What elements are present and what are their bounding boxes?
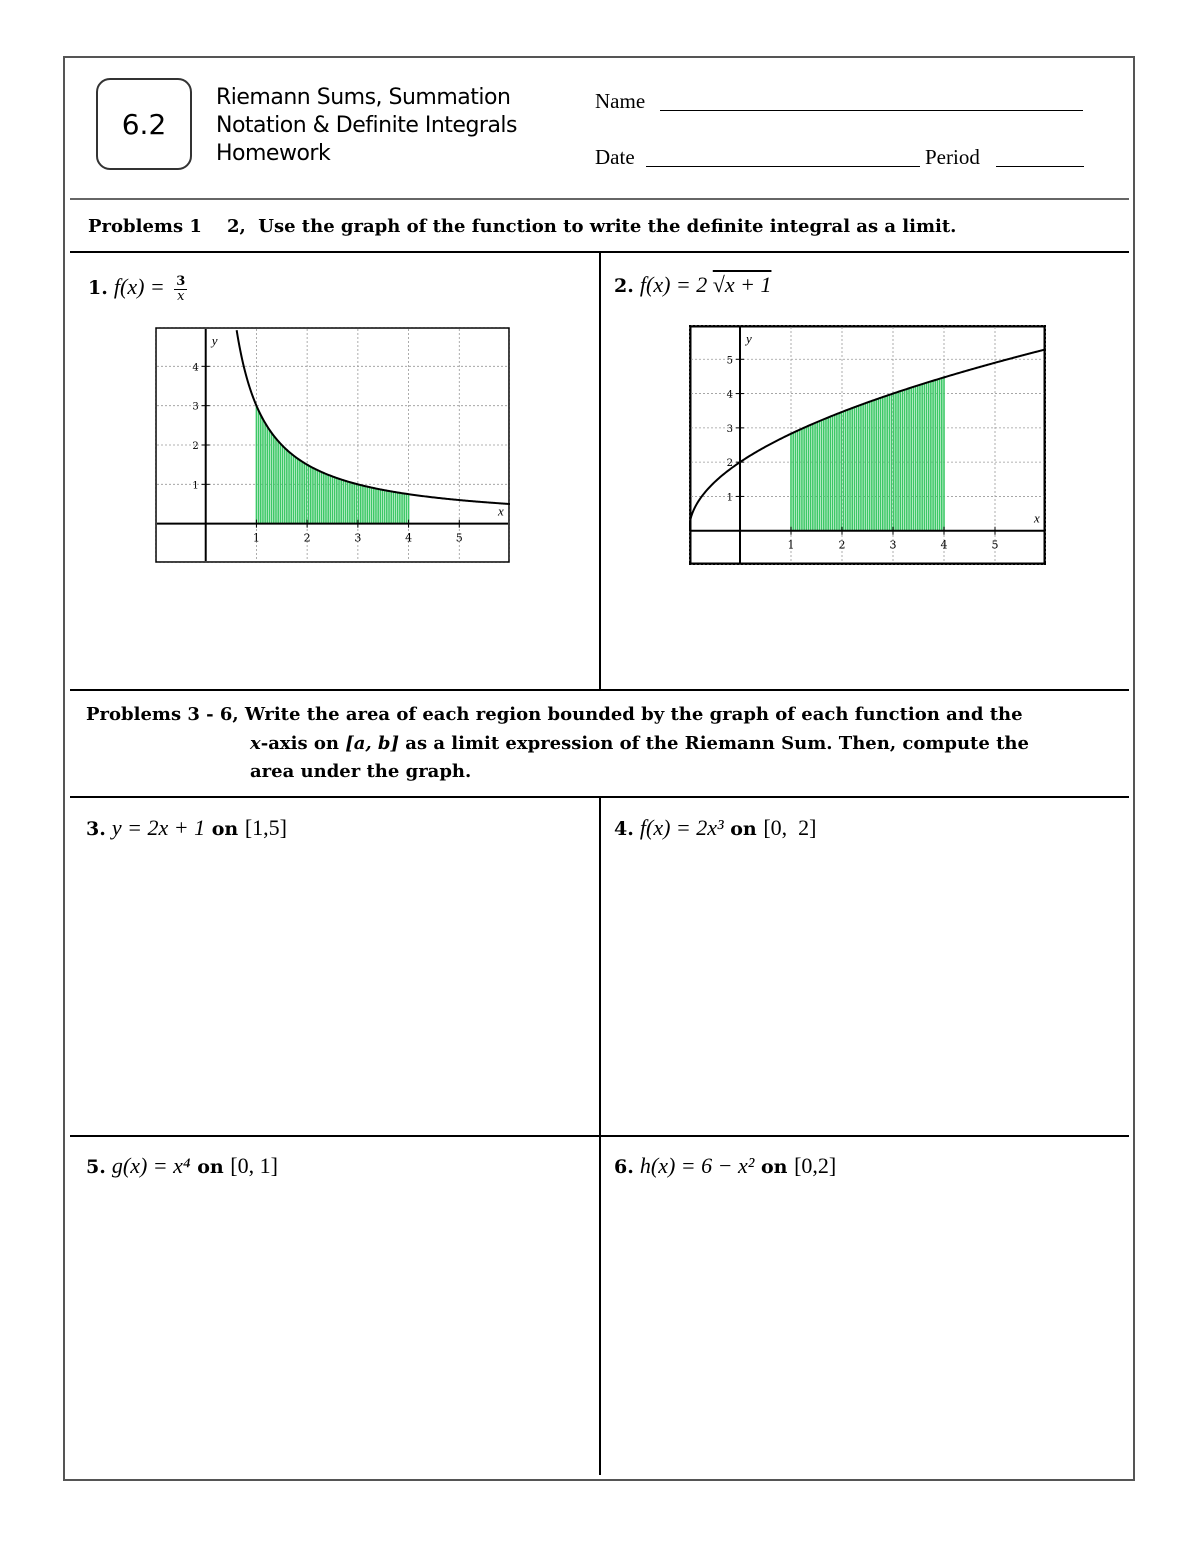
problem-5 <box>86 1153 278 1179</box>
radical-expression: √x + 1 <box>712 272 772 297</box>
x-variable: x <box>250 733 261 754</box>
fraction-denominator: x <box>177 288 185 304</box>
y-tick-label: 1 <box>192 480 199 492</box>
y-tick-label: 4 <box>192 362 199 374</box>
column-divider-1 <box>599 252 601 690</box>
x-tick-label: 2 <box>838 538 846 552</box>
date-label: Date <box>595 145 635 169</box>
on-word: on <box>205 818 245 840</box>
title-line-1: Riemann Sums, Summation <box>216 85 511 110</box>
instructions-problems-1-2: Problems 1 2, Use the graph of the function to write the definite integral as a limit. <box>88 216 957 237</box>
y-tick-label: 2 <box>726 458 733 470</box>
name-field[interactable] <box>660 110 1083 111</box>
on-word: on <box>723 818 764 840</box>
y-tick-label: 3 <box>726 423 733 435</box>
problem-number: 5. <box>86 1156 106 1178</box>
x-tick-label: 3 <box>354 531 362 545</box>
problem-2 <box>614 272 771 298</box>
x-tick-label: 5 <box>455 531 463 545</box>
problem-number: 2. <box>614 275 634 297</box>
period-field[interactable] <box>996 166 1084 167</box>
x-tick-label: 4 <box>405 531 413 545</box>
instructions-problems-3-6-line-3: area under the graph. <box>250 761 472 782</box>
title-line-2: Notation & Definite Integrals <box>216 113 518 138</box>
problem-3 <box>86 815 287 841</box>
problem-interval: [0,2] <box>794 1153 837 1178</box>
problem-6 <box>614 1153 836 1179</box>
x-tick-label: 3 <box>889 538 897 552</box>
problem-number: 4. <box>614 818 634 840</box>
limit-text: as a limit expression of the Riemann Sum. Then, compute the <box>399 733 1029 754</box>
y-tick-label: 3 <box>192 401 199 413</box>
axis-text: -axis on <box>260 733 346 754</box>
problem-1 <box>88 274 187 304</box>
problem-4 <box>614 815 817 841</box>
section-number-badge <box>96 78 192 170</box>
problem-number: 3. <box>86 818 106 840</box>
x-tick-label: 1 <box>787 538 795 552</box>
problem-function: f(x) = 2 <box>639 272 713 297</box>
on-word: on <box>190 1156 231 1178</box>
graph-2-svg <box>689 325 1046 565</box>
worksheet-title <box>216 84 517 168</box>
x-axis-label: x <box>498 503 504 519</box>
y-tick-label: 2 <box>192 441 199 452</box>
problem-function: h(x) = 6 − x² <box>639 1153 755 1178</box>
x-tick-label: 4 <box>940 538 948 552</box>
y-axis-label: y <box>746 331 752 346</box>
instructions-problems-3-6-line-1: Problems 3 - 6, Write the area of each region bounded by the graph of each function and the <box>86 704 1023 725</box>
fraction <box>174 275 187 304</box>
date-field[interactable] <box>646 166 920 167</box>
problem-interval: [0, 2] <box>763 815 817 840</box>
x-axis-label: x <box>1034 510 1040 526</box>
problem-function: f(x) = 2x³ <box>639 815 724 840</box>
graph-problem-2 <box>689 325 1046 565</box>
name-label: Name <box>595 89 646 113</box>
x-tick-label: 1 <box>252 531 260 545</box>
graph-1-svg <box>155 327 510 563</box>
y-tick-label: 4 <box>726 389 733 401</box>
interval-ab: [a, b] <box>345 733 400 754</box>
x-tick-label: 2 <box>303 531 311 545</box>
problem-function: g(x) = x⁴ <box>111 1153 191 1178</box>
problem-number: 1. <box>88 277 108 299</box>
y-axis-label: y <box>211 333 218 348</box>
y-tick-label: 5 <box>726 355 733 367</box>
problem-function: f(x) = <box>113 274 171 299</box>
y-tick-label: 1 <box>726 492 733 504</box>
problem-function: y = 2x + 1 <box>111 815 206 840</box>
fraction-numerator: 3 <box>176 273 186 289</box>
on-word: on <box>754 1156 795 1178</box>
problem-interval: [0, 1] <box>230 1153 278 1178</box>
instructions-problems-3-6-line-2 <box>250 733 1029 754</box>
section-number: 6.2 <box>121 107 167 141</box>
period-label: Period <box>925 145 980 169</box>
title-line-3: Homework <box>216 141 331 166</box>
problem-interval: [1,5] <box>244 815 287 840</box>
problem-number: 6. <box>614 1156 634 1178</box>
header-divider <box>70 198 1129 200</box>
graph-problem-1 <box>155 327 510 563</box>
x-tick-label: 5 <box>991 538 999 552</box>
column-divider-2 <box>599 797 601 1475</box>
